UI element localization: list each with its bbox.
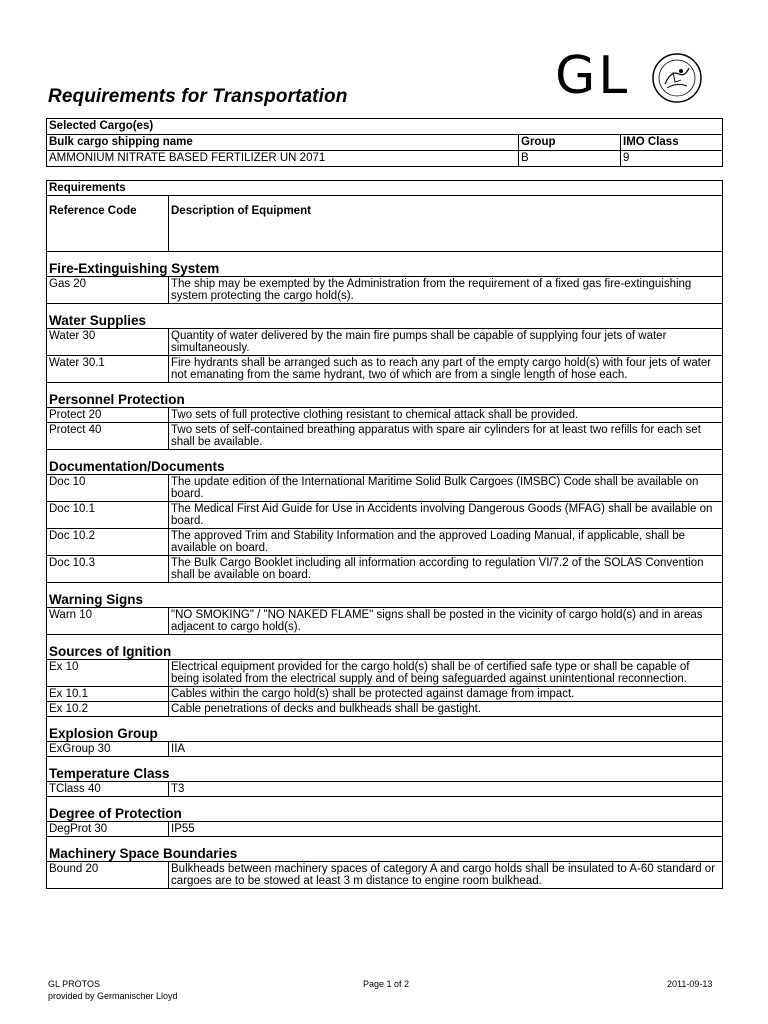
equipment-description: Two sets of full protective clothing resistant to chemical attack shall be provided. (169, 408, 723, 423)
section-title: Warning Signs (47, 583, 723, 608)
section-row (47, 837, 723, 862)
equipment-description: Bulkheads between machinery spaces of category A and cargo holds shall be insulated to A-60 standard or cargoes are to be stowed at least 3 m distance to engine room bulkhead. (169, 862, 723, 889)
reference-code: Ex 10 (47, 660, 169, 687)
col-shipping-name: Bulk cargo shipping name (47, 135, 519, 151)
section-title: Water Supplies (47, 304, 723, 329)
footer-source (48, 978, 178, 1002)
equipment-description: IP55 (169, 822, 723, 837)
reference-code: DegProt 30 (47, 822, 169, 837)
section-row (47, 450, 723, 475)
reference-code: Gas 20 (47, 277, 169, 304)
reference-code: TClass 40 (47, 782, 169, 797)
reference-code: Doc 10.3 (47, 556, 169, 583)
equipment-description: IIA (169, 742, 723, 757)
document-title: Requirements for Transportation (48, 86, 348, 107)
equipment-description: The approved Trim and Stability Information and the approved Loading Manual, if applicable, shall be available on board. (169, 529, 723, 556)
requirement-row (47, 822, 723, 837)
requirement-row (47, 742, 723, 757)
footer-provider: provided by Germanischer Lloyd (48, 991, 178, 1001)
section-title: Degree of Protection (47, 797, 723, 822)
section-title: Explosion Group (47, 717, 723, 742)
equipment-description: The update edition of the International Maritime Solid Bulk Cargoes (IMSBC) Code shall be available on board. (169, 475, 723, 502)
reference-code: Doc 10.1 (47, 502, 169, 529)
reference-code: Bound 20 (47, 862, 169, 889)
requirement-row (47, 475, 723, 502)
section-title: Temperature Class (47, 757, 723, 782)
gl-logo (555, 46, 705, 110)
equipment-description: T3 (169, 782, 723, 797)
requirement-row (47, 529, 723, 556)
footer-page-number: Page 1 of 2 (363, 979, 410, 989)
requirement-row (47, 702, 723, 717)
section-title: Personnel Protection (47, 383, 723, 408)
cargo-caption: Selected Cargo(es) (47, 119, 723, 135)
logo-wordmark: GL (555, 46, 631, 106)
equipment-description: Two sets of self-contained breathing apparatus with spare air cylinders for at least two refills for each set shall be available. (169, 423, 723, 450)
reference-code: Ex 10.1 (47, 687, 169, 702)
section-row (47, 583, 723, 608)
section-row (47, 383, 723, 408)
requirements-table (46, 180, 723, 889)
requirement-row (47, 782, 723, 797)
equipment-description: Cable penetrations of decks and bulkheads shall be gastight. (169, 702, 723, 717)
section-title: Documentation/Documents (47, 450, 723, 475)
reference-code: Water 30.1 (47, 356, 169, 383)
reference-code: Protect 40 (47, 423, 169, 450)
reference-code: Protect 20 (47, 408, 169, 423)
section-row (47, 717, 723, 742)
cargo-name: AMMONIUM NITRATE BASED FERTILIZER UN 2071 (47, 151, 519, 167)
requirement-row (47, 423, 723, 450)
col-description: Description of Equipment (169, 196, 723, 252)
reference-code: Water 30 (47, 329, 169, 356)
reference-code: ExGroup 30 (47, 742, 169, 757)
requirement-row (47, 556, 723, 583)
section-row (47, 635, 723, 660)
equipment-description: Fire hydrants shall be arranged such as to reach any part of the empty cargo hold(s) with four jets of water not emanating from the same hydrant, two of which are from a single length of hose each. (169, 356, 723, 383)
section-row (47, 797, 723, 822)
selected-cargo-table (46, 118, 723, 167)
requirement-row (47, 687, 723, 702)
footer-app-name: GL PROTOS (48, 979, 101, 989)
seal-icon (651, 52, 703, 104)
reference-code: Warn 10 (47, 608, 169, 635)
section-row (47, 252, 723, 277)
requirement-row (47, 862, 723, 889)
col-group: Group (519, 135, 621, 151)
equipment-description: Quantity of water delivered by the main fire pumps shall be capable of supplying four jets of water simultaneously. (169, 329, 723, 356)
equipment-description: "NO SMOKING" / "NO NAKED FLAME" signs shall be posted in the vicinity of cargo hold(s) and in areas adjacent to cargo hold(s). (169, 608, 723, 635)
reference-code: Doc 10 (47, 475, 169, 502)
requirement-row (47, 660, 723, 687)
equipment-description: The Medical First Aid Guide for Use in Accidents involving Dangerous Goods (MFAG) shall be available on board. (169, 502, 723, 529)
equipment-description: The ship may be exempted by the Administration from the requirement of a fixed gas fire-extinguishing system protecting the cargo hold(s). (169, 277, 723, 304)
footer-date: 2011-09-13 (667, 979, 713, 989)
equipment-description: Electrical equipment provided for the cargo hold(s) shall be of certified safe type or shall be capable of being isolated from the electrical supply and of being safeguarded against unintentional reconnection. (169, 660, 723, 687)
equipment-description: The Bulk Cargo Booklet including all information according to regulation VI/7.2 of the SOLAS Convention shall be available on board. (169, 556, 723, 583)
section-row (47, 304, 723, 329)
requirement-row (47, 329, 723, 356)
col-imo-class: IMO Class (621, 135, 723, 151)
requirement-row (47, 608, 723, 635)
requirements-caption: Requirements (47, 181, 723, 196)
section-title: Machinery Space Boundaries (47, 837, 723, 862)
col-reference-code: Reference Code (47, 196, 169, 252)
reference-code: Doc 10.2 (47, 529, 169, 556)
cargo-imo-class: 9 (621, 151, 723, 167)
cargo-group: B (519, 151, 621, 167)
section-row (47, 757, 723, 782)
section-title: Sources of Ignition (47, 635, 723, 660)
requirement-row (47, 502, 723, 529)
section-title: Fire-Extinguishing System (47, 252, 723, 277)
reference-code: Ex 10.2 (47, 702, 169, 717)
requirement-row (47, 277, 723, 304)
requirement-row (47, 356, 723, 383)
requirement-row (47, 408, 723, 423)
equipment-description: Cables within the cargo hold(s) shall be protected against damage from impact. (169, 687, 723, 702)
